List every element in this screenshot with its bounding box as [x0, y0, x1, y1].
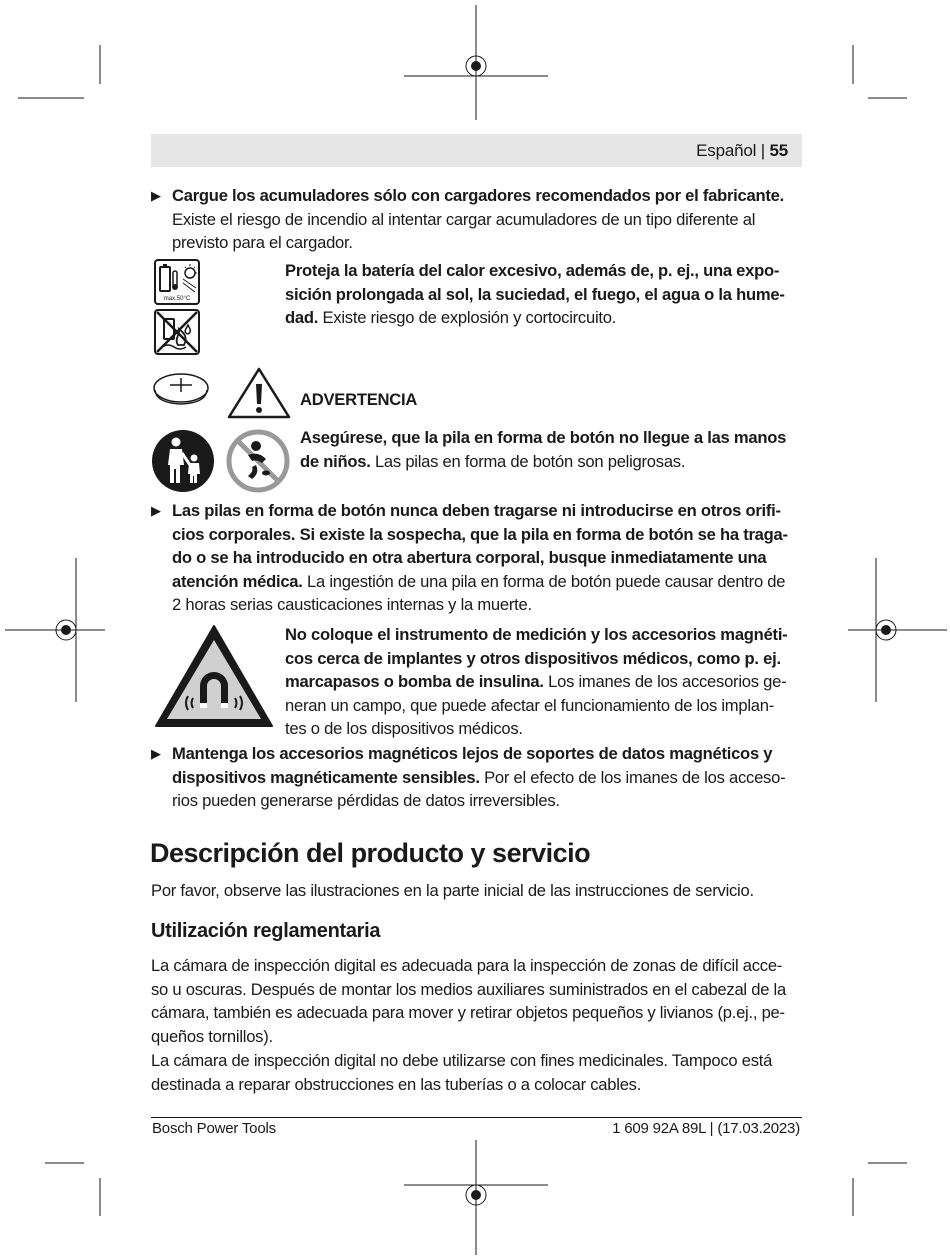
swallow-warning	[172, 499, 788, 617]
charger-line: Existe el riesgo de incendio al intentar cargar acumuladores de un tipo diferente al	[172, 209, 756, 229]
footer-rule	[151, 1117, 802, 1118]
data-carriers-bold: dispositivos magnéticamente sensibles.	[172, 767, 480, 787]
data-carriers-line: Mantenga los accesorios magnéticos lejos de soportes de datos magnéticos y	[172, 744, 773, 763]
page-header	[151, 134, 802, 167]
no-swallow-icon	[226, 429, 290, 493]
children-line: Las pilas en forma de botón son peligrosas.	[370, 451, 686, 471]
footer-brand: Bosch Power Tools	[152, 1120, 276, 1137]
bullet-marker: ▶	[151, 188, 161, 203]
heat-line: Existe riesgo de explosión y cortocircuito.	[318, 308, 617, 327]
swallow-line: Las pilas en forma de botón nunca deben tragarse ni introducirse en otros orifi-	[172, 501, 781, 520]
footer-document-id: 1 609 92A 89L | (17.03.2023)	[612, 1120, 800, 1137]
warning-title: ADVERTENCIA	[300, 390, 418, 409]
bullet-marker: ▶	[151, 503, 161, 518]
magnet-warning	[285, 623, 787, 741]
charger-line: previsto para el cargador.	[172, 233, 353, 252]
children-bold: de niños.	[300, 451, 371, 471]
swallow-line: La ingestión de una pila en forma de botón puede causar dentro de	[302, 571, 786, 591]
header-separator: |	[760, 141, 765, 160]
data-carriers-line: Por el efecto de los imanes de los acceso-	[479, 767, 786, 787]
swallow-line: 2 horas serias causticaciones internas y la muerte.	[172, 595, 532, 614]
medical-use-paragraph	[151, 1049, 772, 1096]
intended-use-paragraph	[151, 954, 786, 1048]
data-carriers-warning	[172, 742, 785, 813]
magnet-line: cos cerca de implantes y otros dispositivos médicos, como p. ej.	[285, 648, 781, 668]
heat-line: sición prolongada al sol, la suciedad, el fuego, el agua o la hume-	[285, 284, 785, 304]
section-heading: Descripción del producto y servicio	[150, 838, 591, 868]
heat-icon-label: max.50°C	[163, 296, 191, 302]
magnet-line: neran un campo, que puede afectar el funcionamiento de los implan-	[285, 695, 775, 715]
swallow-line: cios corporales. Si existe la sospecha, que la pila en forma de botón se ha traga-	[172, 524, 788, 544]
heat-bold: dad.	[285, 308, 319, 327]
battery-heat-icon	[154, 259, 200, 305]
magnet-bold: marcapasos o bomba de insulina.	[285, 672, 544, 691]
button-cell-icon	[152, 370, 212, 406]
data-carriers-line: rios pueden generarse pérdidas de datos irreversibles.	[172, 791, 560, 810]
product-intro: Por favor, observe las ilustraciones en la parte inicial de las instrucciones de servicio.	[151, 881, 754, 900]
battery-fire-water-prohibited-icon	[154, 309, 200, 355]
magnet-line: tes o de los dispositivos médicos.	[285, 719, 523, 738]
paragraph-line: cámara, también es adecuada para mover y retirar objetos pequeños y livianos (p.ej., pe-	[151, 1003, 785, 1022]
charger-bold: Cargue los acumuladores sólo con cargadores recomendados por el fabricante.	[172, 186, 784, 205]
heat-warning	[285, 259, 785, 330]
page-number: 55	[769, 141, 788, 160]
header-text	[696, 141, 788, 161]
paragraph-line: La cámara de inspección digital no debe utilizarse con fines medicinales. Tampoco está	[151, 1051, 773, 1070]
keep-away-from-children-icon	[151, 429, 215, 493]
children-warning	[300, 426, 786, 473]
header-language: Español	[696, 141, 757, 160]
paragraph-line: La cámara de inspección digital es adecuada para la inspección de zonas de difícil acce-	[151, 956, 783, 975]
heat-line: Proteja la batería del calor excesivo, además de, p. ej., una expo-	[285, 261, 780, 280]
paragraph-line: queños tornillos).	[151, 1026, 273, 1046]
magnet-line: No coloque el instrumento de medición y los accesorios magnéti-	[285, 625, 788, 644]
swallow-bold: atención médica.	[172, 571, 303, 591]
subsection-heading: Utilización reglamentaria	[151, 920, 381, 942]
children-line: Asegúrese, que la pila en forma de botón no llegue a las manos	[300, 428, 787, 447]
magnetic-field-warning-icon	[153, 623, 275, 729]
swallow-line: do o se ha introducido en otra abertura corporal, busque inmediatamente una	[172, 548, 767, 567]
bullet-marker: ▶	[151, 746, 161, 761]
warning-triangle-icon	[226, 366, 292, 420]
magnet-line: Los imanes de los accesorios ge-	[543, 672, 787, 691]
paragraph-line: so u oscuras. Después de montar los medios auxiliares suministrados en el cabezal de la	[151, 979, 786, 999]
paragraph-line: destinada a reparar obstrucciones en las tuberías o a colocar cables.	[151, 1074, 642, 1094]
charger-warning	[172, 184, 784, 255]
